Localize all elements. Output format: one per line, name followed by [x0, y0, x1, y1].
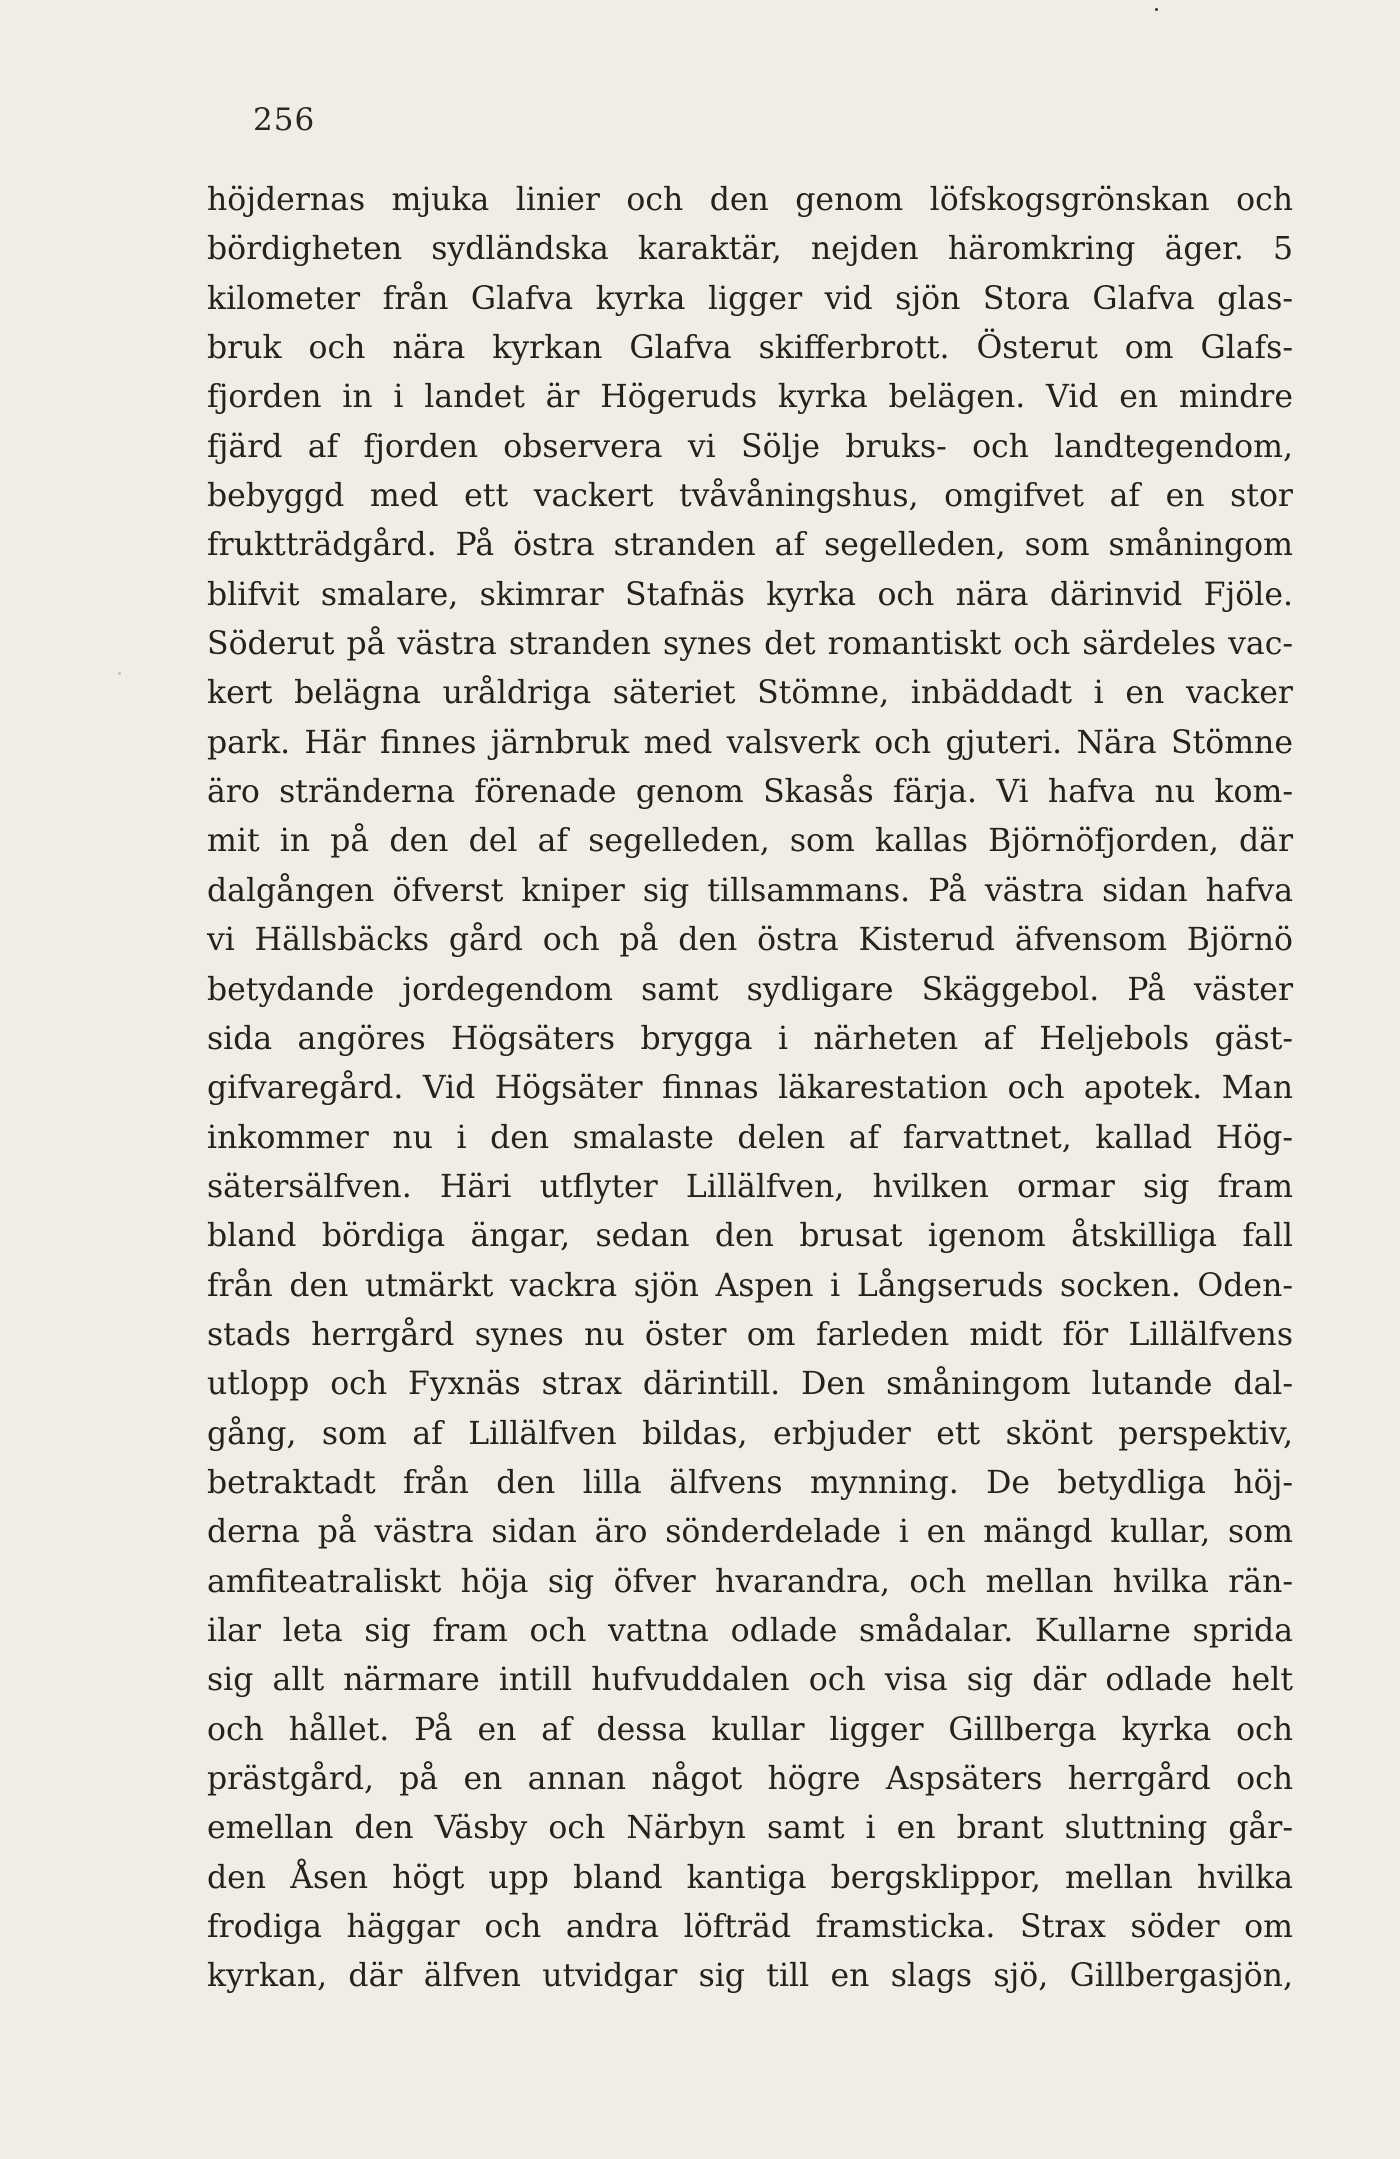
text-line: prästgård, på en annan något högre Aspsäters herrgård och — [207, 1761, 1293, 1797]
text-line: fruktträdgård. På östra stranden af segelleden, som småningom — [207, 527, 1293, 564]
text-line: fjorden in i landet är Högeruds kyrka belägen. Vid en mindre — [207, 379, 1293, 416]
text-line: kyrkan, där älfven utvidgar sig till en slags sjö, Gillbergasjön, — [207, 1958, 1293, 1995]
text-line: från den utmärkt vackra sjön Aspen i Långseruds socken. Oden- — [207, 1267, 1293, 1304]
text-line: amfiteatraliskt höja sig öfver hvarandra, och mellan hvilka rän- — [207, 1563, 1293, 1600]
text-line: äro stränderna förenade genom Skasås färja. Vi hafva nu kom- — [207, 774, 1293, 811]
body-text — [207, 176, 1293, 2002]
text-line: kilometer från Glafva kyrka ligger vid sjön Stora Glafva glas- — [207, 280, 1293, 317]
text-line: blifvit smalare, skimrar Stafnäs kyrka och nära därinvid Fjöle. — [207, 576, 1293, 613]
text-line: gång, som af Lillälfven bildas, erbjuder ett skönt perspektiv, — [207, 1415, 1293, 1452]
text-line: dalgången öfverst kniper sig tillsammans. På västra sidan hafva — [207, 872, 1293, 909]
paper-mark — [118, 672, 121, 675]
text-line: park. Här finnes järnbruk med valsverk och gjuteri. Nära Stömne — [207, 724, 1293, 761]
text-line: bland bördiga ängar, sedan den brusat igenom åtskilliga fall — [207, 1218, 1293, 1255]
text-line: frodiga häggar och andra löfträd framsticka. Strax söder om — [207, 1909, 1293, 1946]
text-line: gifvaregård. Vid Högsäter finnas läkarestation och apotek. Man — [207, 1070, 1293, 1107]
text-line: stads herrgård synes nu öster om farleden midt för Lillälfvens — [207, 1316, 1293, 1353]
text-line: sig allt närmare intill hufvuddalen och visa sig där odlade helt — [207, 1662, 1293, 1699]
text-line: bördigheten sydländska karaktär, nejden häromkring äger. 5 — [207, 231, 1293, 268]
text-line: höjdernas mjuka linier och den genom löfskogsgrönskan och — [207, 182, 1293, 218]
text-line: utlopp och Fyxnäs strax därintill. Den småningom lutande dal- — [207, 1366, 1293, 1403]
text-line: och hållet. På en af dessa kullar ligger Gillberga kyrka och — [207, 1711, 1293, 1748]
text-line: den Åsen högt upp bland kantiga bergsklippor, mellan hvilka — [207, 1859, 1293, 1896]
text-line: sätersälfven. Häri utflyter Lillälfven, hvilken ormar sig fram — [207, 1168, 1293, 1205]
ink-speck — [1155, 8, 1158, 11]
text-line: bebyggd med ett vackert tvåvåningshus, omgifvet af en stor — [207, 478, 1293, 515]
text-line: inkommer nu i den smalaste delen af farvattnet, kallad Hög- — [207, 1119, 1293, 1156]
text-line: kert belägna uråldriga säteriet Stömne, inbäddadt i en vacker — [207, 675, 1293, 712]
text-line: derna på västra sidan äro sönderdelade i en mängd kullar, som — [207, 1514, 1293, 1551]
text-line: sida angöres Högsäters brygga i närheten af Heljebols gäst- — [207, 1020, 1293, 1057]
text-line: fjärd af fjorden observera vi Sölje bruks- och landtegendom, — [207, 428, 1293, 465]
text-line: betraktadt från den lilla älfvens mynning. De betydliga höj- — [207, 1464, 1293, 1501]
text-line: bruk och nära kyrkan Glafva skifferbrott. Österut om Glafs- — [207, 330, 1293, 367]
page-number: 256 — [253, 102, 316, 138]
text-line: mit in på den del af segelleden, som kallas Björnöfjorden, där — [207, 823, 1293, 860]
text-line: ilar leta sig fram och vattna odlade smådalar. Kullarne sprida — [207, 1612, 1293, 1649]
text-line: emellan den Väsby och Närbyn samt i en brant sluttning går- — [207, 1810, 1293, 1847]
text-line: betydande jordegendom samt sydligare Skäggebol. På väster — [207, 971, 1293, 1008]
text-line: vi Hällsbäcks gård och på den östra Kisterud äfvensom Björnö — [207, 922, 1293, 959]
text-line: Söderut på västra stranden synes det romantiskt och särdeles vac- — [207, 626, 1293, 663]
